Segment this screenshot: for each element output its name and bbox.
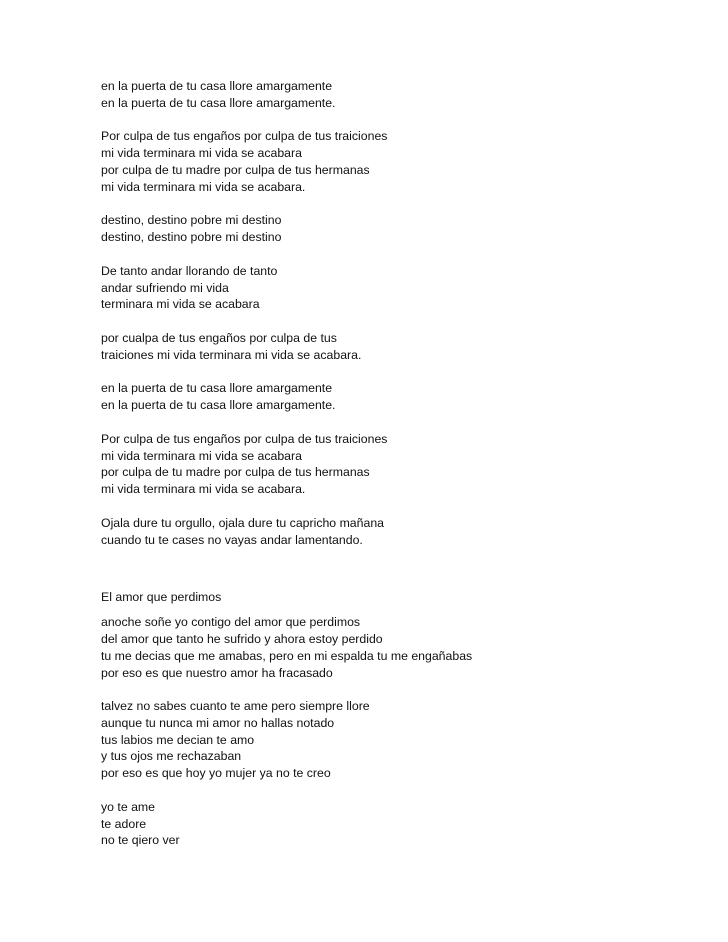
text-line: en la puerta de tu casa llore amargamente. (101, 95, 336, 110)
text-line: en la puerta de tu casa llore amargamente (101, 79, 333, 93)
text-line: De tanto andar llorando de tanto (101, 263, 278, 278)
text-line: en la puerta de tu casa llore amargamente (101, 381, 333, 396)
text-line: por culpa de tu madre por culpa de tus hermanas (101, 162, 370, 177)
text-line: destino, destino pobre mi destino (101, 230, 282, 245)
stanza-2 (101, 128, 701, 195)
text-line: yo te ame (101, 799, 155, 814)
text-line: te adore (101, 816, 147, 831)
text-line: no te qiero ver (101, 833, 180, 848)
text-line: por eso es que hoy yo mujer ya no te creo (101, 766, 331, 781)
text-line: y tus ojos me rechazaban (101, 749, 242, 764)
text-line: por culpa de tu madre por culpa de tus hermanas (101, 465, 370, 480)
stanza-1 (101, 78, 701, 112)
text-line: destino, destino pobre mi destino (101, 213, 282, 228)
stanza-6 (101, 380, 701, 414)
text-line: talvez no sabes cuanto te ame pero siempre llore (101, 699, 370, 714)
text-line: terminara mi vida se acabara (101, 297, 260, 312)
stanza-7 (101, 431, 701, 498)
text-line: tus labios me decian te amo (101, 732, 255, 747)
stanza-5 (101, 330, 701, 364)
text-line: mi vida terminara mi vida se acabara (101, 146, 302, 161)
text-line: cuando tu te cases no vayas andar lamentando. (101, 532, 363, 547)
text-line: mi vida terminara mi vida se acabara (101, 448, 302, 463)
text-line: en la puerta de tu casa llore amargamente. (101, 398, 336, 413)
stanza-8 (101, 515, 701, 549)
stanza-3 (101, 212, 701, 246)
text-line: aunque tu nunca mi amor no hallas notado (101, 715, 335, 730)
document-page (101, 78, 701, 849)
stanza-4 (101, 263, 701, 313)
text-line: tu me decias que me amabas, pero en mi espalda tu me engañabas (101, 648, 473, 663)
text-line: mi vida terminara mi vida se acabara. (101, 179, 306, 194)
text-line: mi vida terminara mi vida se acabara. (101, 482, 306, 497)
stanza-10 (101, 698, 701, 782)
text-line: por eso es que nuestro amor ha fracasado (101, 665, 333, 680)
text-line: anoche soñe yo contigo del amor que perdimos (101, 615, 361, 630)
text-line: Por culpa de tus engaños por culpa de tus traiciones (101, 129, 388, 144)
title-line: El amor que perdimos (101, 590, 222, 605)
stanza-11 (101, 799, 701, 849)
stanza-9 (101, 614, 701, 681)
song-title (101, 589, 701, 606)
text-line: del amor que tanto he sufrido y ahora estoy perdido (101, 631, 383, 646)
text-line: traiciones mi vida terminara mi vida se acabara. (101, 347, 362, 362)
text-line: por cualpa de tus engaños por culpa de tus (101, 330, 337, 345)
text-line: andar sufriendo mi vida (101, 280, 229, 295)
text-line: Ojala dure tu orgullo, ojala dure tu capricho mañana (101, 515, 385, 530)
text-line: Por culpa de tus engaños por culpa de tus traiciones (101, 431, 388, 446)
